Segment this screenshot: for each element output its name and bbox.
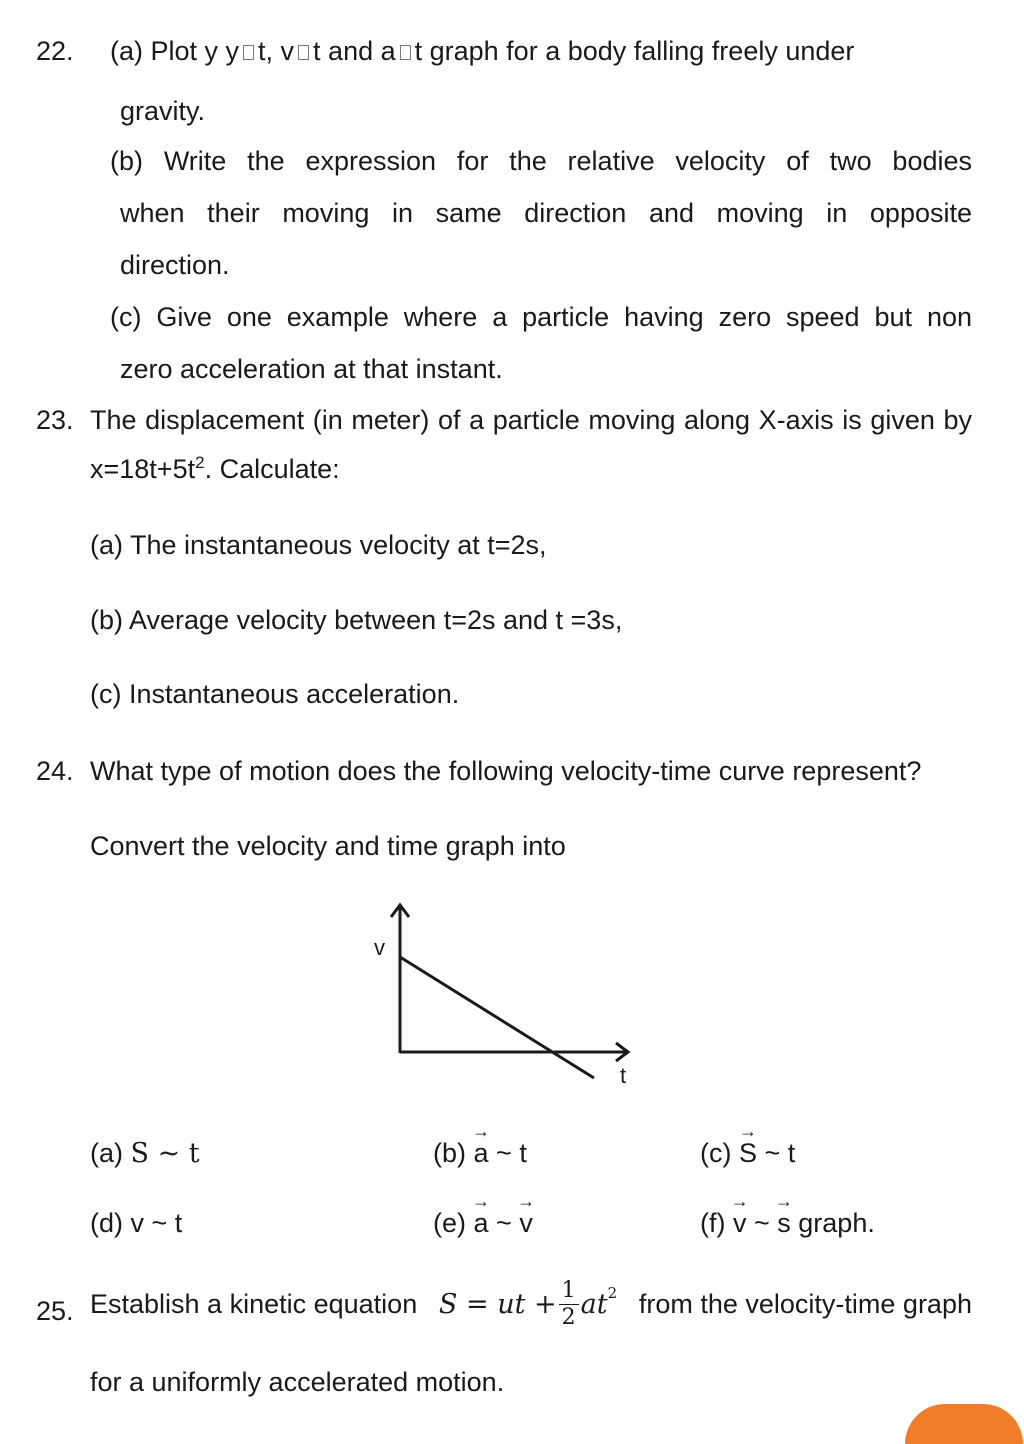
q23-line1: The displacement (in meter) of a particle moving along X-axis is given by <box>90 405 972 435</box>
q23-equation: $x=18t+5t^2$. Calculate: <box>90 453 340 484</box>
q24-option-d: (d) v ~ t <box>90 1208 183 1238</box>
q22-part-a-line2: gravity. <box>120 96 206 126</box>
velocity-line <box>400 957 594 1078</box>
missing-glyph-box <box>400 45 411 60</box>
q25-line2: for a uniformly accelerated motion. <box>90 1367 505 1397</box>
q24-line1: What type of motion does the following velocity-time curve represent? <box>90 756 922 786</box>
y-axis-label: v <box>374 935 385 960</box>
q23-number: 23. <box>36 405 74 435</box>
q25-number: 25. <box>36 1296 74 1326</box>
kinematic-equation: S = ut + $\frac{1}{2}$ at $^2$ <box>438 1278 618 1330</box>
q22-part-c-line2: zero acceleration at that instant. <box>120 354 503 384</box>
q22-part-b-line2: when their moving in same direction and moving in opposite <box>120 198 972 228</box>
q24-number: 24. <box>36 756 74 786</box>
missing-glyph-box <box>243 45 254 60</box>
q23-part-a: (a) The instantaneous velocity at t=2s, <box>90 530 547 560</box>
q22-number: 22. <box>36 36 74 66</box>
velocity-time-graph <box>360 895 650 1095</box>
q22-part-b-line3: direction. <box>120 250 230 280</box>
corner-decoration <box>905 1404 1023 1444</box>
q23-part-b: (b) Average velocity between t=2s and t =3s, <box>90 605 623 635</box>
q22-part-a-line1: (a) Plot y y t, v t and a t graph for a body falling freely under <box>110 36 855 66</box>
q25-line1: Establish a kinetic equation S = ut + $\frac{1}{2}$ at $^2$ from the velocity-time graph <box>90 1278 972 1330</box>
missing-glyph-box <box>298 45 309 60</box>
q22-part-c-line1: (c) Give one example where a particle having zero speed but non <box>110 302 972 332</box>
fraction-one-half: $\frac{1}{2}$ <box>559 1280 579 1329</box>
q24-option-e: (e) → a ~ → v <box>433 1208 533 1239</box>
q24-option-f: (f) → v ~ → s graph. <box>700 1208 875 1239</box>
q24-option-a: (a) S ~ t <box>90 1138 200 1169</box>
q23-part-c: (c) Instantaneous acceleration. <box>90 679 460 709</box>
q24-line2: Convert the velocity and time graph into <box>90 831 566 861</box>
q22-part-b-line1: (b) Write the expression for the relative velocity of two bodies <box>110 146 972 176</box>
q24-option-c: (c) → S ~ t <box>700 1138 795 1169</box>
x-axis-label: t <box>620 1063 627 1088</box>
q24-option-b: (b) → a ~ t <box>433 1138 527 1169</box>
